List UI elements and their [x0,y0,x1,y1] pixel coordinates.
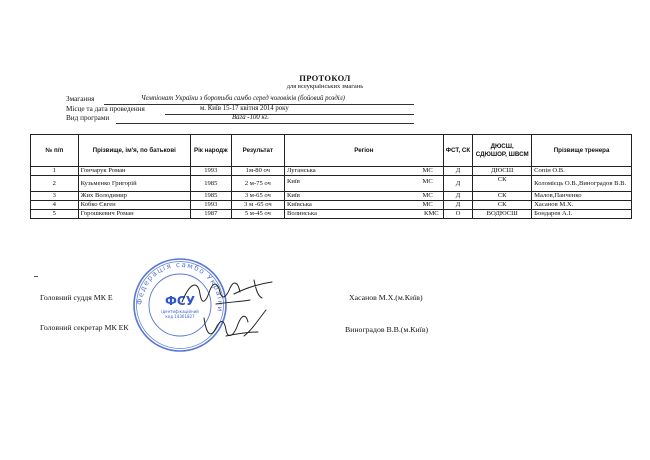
row-year: 1993 [190,201,231,210]
row-coach: Бондарев А.І. [532,210,632,219]
table-row [31,167,632,176]
region-name: Луганська [286,167,316,174]
row-name: Кузьменко Григорій [78,176,190,192]
chief-judge-name: Хасанов М.Х.(м.Київ) [349,293,423,302]
row-year: 1987 [190,210,231,219]
sport-rank: МС [422,178,433,185]
header-name: Прізвище, ім'я, по батькові [78,135,190,167]
row-region [284,210,443,219]
region-name: Київ [286,178,300,185]
row-result: 1м-80 оч [231,167,284,176]
row-school: СК [473,192,532,201]
margin-mark [34,276,38,277]
table-row [31,176,632,192]
row-name: Кобко Євген [78,201,190,210]
row-year: 1985 [190,192,231,201]
row-name: Горошкевич Роман [78,210,190,219]
header-year: Рік народж [190,135,231,167]
stamp-small-text: ідентифікаційний код 14361827 [161,309,199,319]
stamp-ring-text: Федерація самбо України [134,259,226,314]
secretary-signature [196,306,276,346]
row-region [284,176,443,192]
row-school: СК [473,176,532,192]
row-coach: Коломієць О.В.,Виноградов В.В. [532,176,632,192]
row-result: 3 м -65 оч [231,201,284,210]
row-year: 1993 [190,167,231,176]
row-number: 2 [31,176,79,192]
row-number: 3 [31,192,79,201]
row-school: ДЮСШ [473,167,532,176]
row-result: 2 м-75 оч [231,176,284,192]
document-subtitle: для всеукраїнських змагань [286,83,364,90]
competition-value: Чемпіонат України з боротьби самбо серед чоловіків (бойовий розділ) [141,95,345,102]
region-name: Волинська [286,210,317,217]
row-school: ВОДЮСШ [473,210,532,219]
table-header-row [31,135,632,167]
program-value: Вага -100 кг. [232,114,269,121]
stamp-center-text: ФСУ [165,294,195,308]
chief-judge-label: Головний суддя МК Е [40,293,113,302]
competition-label: Змагання [66,95,95,103]
sport-rank: МС [422,192,433,199]
chief-secretary-label: Головний секретар МК ЕК [40,323,129,332]
row-school: СК [473,201,532,210]
row-result: 3 м-65 оч [231,192,284,201]
region-name: Київська [286,201,312,208]
row-result: 5 м-45 оч [231,210,284,219]
table-row [31,201,632,210]
row-number: 5 [31,210,79,219]
row-fst: Д [443,167,472,176]
row-coach: Хасанов М.Х. [532,201,632,210]
place-value: м. Київ 15-17 квітня 2014 року [200,105,289,112]
header-result: Результат [231,135,284,167]
header-number: № п/п [31,135,79,167]
header-coach: Прізвище тренера [532,135,632,167]
row-year: 1985 [190,176,231,192]
sport-rank: КМС [424,210,439,217]
row-coach: Малов,Панченко [532,192,632,201]
row-region [284,167,443,176]
row-name: Гончарук Роман [78,167,190,176]
header-school: ДЮСШ, СДЮШОР, ШВСМ [473,135,532,167]
region-name: Київ [286,192,300,199]
header-region: Регіон [284,135,443,167]
row-fst: Д [443,176,472,192]
row-name: Жих Володимир [78,192,190,201]
results-table [30,134,632,219]
row-coach: Сопін О.В. [532,167,632,176]
row-number: 4 [31,201,79,210]
place-label: Місце та дата проведення [66,105,145,113]
sport-rank: МС [422,201,433,208]
document-title: ПРОТОКОЛ [299,73,351,83]
table-row [31,210,632,219]
row-fst: Д [443,201,472,210]
program-label: Вид програми [66,114,110,122]
row-region [284,192,443,201]
row-fst: О [443,210,472,219]
row-fst: Д [443,192,472,201]
program-underline [116,123,414,124]
table-row [31,192,632,201]
chief-secretary-name: Виноградов В.В.(м.Київ) [345,325,429,334]
row-number: 1 [31,167,79,176]
header-fst: ФСТ, СК [443,135,472,167]
sport-rank: МС [422,167,433,174]
row-region [284,201,443,210]
place-underline [165,114,414,115]
